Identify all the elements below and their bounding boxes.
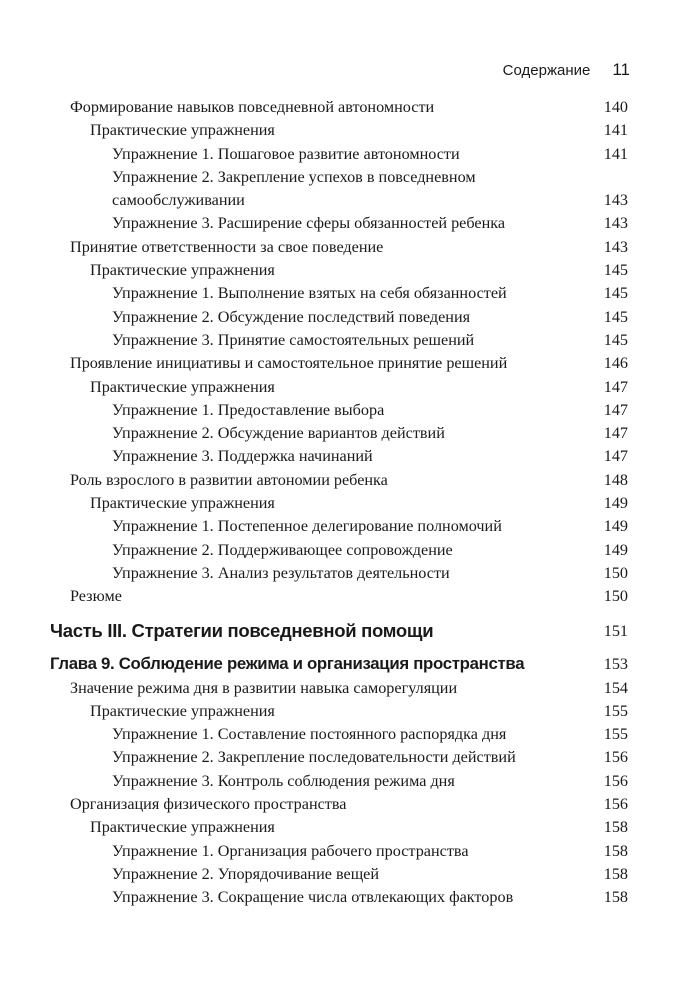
toc-subsection-entry — [50, 259, 628, 282]
toc-entry-page: 150 — [603, 587, 628, 606]
toc-entry-title: Упражнение 3. Поддержка начинаний — [112, 447, 373, 466]
toc-entry-page: 158 — [603, 864, 628, 883]
toc-entry-title: Упражнение 2. Поддерживающее сопровождение — [112, 540, 453, 559]
toc-entry-page: 143 — [603, 237, 628, 256]
toc-exercise-entry — [50, 282, 628, 305]
toc-entry-title: Упражнение 3. Принятие самостоятельных решений — [112, 330, 475, 349]
toc-entry-page: 155 — [603, 701, 628, 720]
toc-exercise-entry — [50, 746, 628, 769]
toc-section-entry — [50, 793, 628, 816]
toc-entry-page: 154 — [603, 678, 628, 697]
running-header — [503, 60, 630, 80]
toc-entry-page: 156 — [603, 748, 628, 767]
toc-exercise-entry — [50, 840, 628, 863]
toc-entry-page: 147 — [603, 400, 628, 419]
toc-section-entry — [50, 236, 628, 259]
toc-entry-title: Упражнение 1. Организация рабочего пространства — [112, 841, 469, 860]
toc-entry-title: Упражнение 3. Анализ результатов деятельности — [112, 563, 450, 582]
toc-entry-title: Роль взрослого в развитии автономии ребенка — [70, 470, 388, 489]
toc-entry-page: 143 — [603, 214, 628, 233]
toc-entry-page: 147 — [603, 447, 628, 466]
toc-section-entry — [50, 96, 628, 119]
toc-entry-page: 145 — [603, 330, 628, 349]
toc-entry-page: 156 — [603, 795, 628, 814]
toc-entry-page: 143 — [603, 191, 628, 210]
toc-entry-title: Упражнение 2. Обсуждение последствий поведения — [112, 307, 471, 326]
toc-exercise-entry — [50, 539, 628, 562]
toc-entry-page: 148 — [603, 470, 628, 489]
toc-entry-title: Практические упражнения — [90, 701, 275, 720]
toc-exercise-entry — [50, 515, 628, 538]
toc-entry-title: Упражнение 2. Обсуждение вариантов действий — [112, 424, 445, 443]
toc-entry-page: 155 — [603, 725, 628, 744]
toc-entry-title: Часть III. Стратегии повседневной помощи — [50, 619, 434, 641]
toc-exercise-entry — [50, 329, 628, 352]
toc-section-entry — [50, 352, 628, 375]
toc-entry-page: 149 — [603, 517, 628, 536]
toc-entry-title: Упражнение 3. Сокращение числа отвлекающих факторов — [112, 888, 514, 907]
toc-entry-page: 146 — [603, 354, 628, 373]
toc-subsection-entry — [50, 492, 628, 515]
toc-exercise-entry — [50, 166, 628, 213]
toc-entry-page: 158 — [603, 841, 628, 860]
running-header-section: Содержание — [502, 62, 591, 79]
toc-entry-title: Глава 9. Соблюдение режима и организация пространства — [50, 653, 525, 673]
toc-entry-title: Практические упражнения — [90, 121, 275, 140]
toc-section-entry — [50, 677, 628, 700]
toc-entry-title: Практические упражнения — [90, 377, 275, 396]
toc-exercise-entry — [50, 863, 628, 886]
toc-subsection-entry — [50, 119, 628, 142]
toc-entry-title: Упражнение 2. Упорядочивание вещей — [112, 864, 380, 883]
toc-section-entry — [50, 469, 628, 492]
toc-entry-title: Практические упражнения — [90, 261, 275, 280]
toc-exercise-entry — [50, 562, 628, 585]
toc-subsection-entry — [50, 700, 628, 723]
toc-entry-title: Практические упражнения — [90, 494, 275, 513]
toc-exercise-entry — [50, 143, 628, 166]
toc-entry-title: Упражнение 2. Закрепление последовательности действий — [112, 748, 516, 767]
toc-entry-title: Организация физического пространства — [70, 795, 347, 814]
toc-entry-title: Упражнение 3. Расширение сферы обязанностей ребенка — [112, 214, 506, 233]
toc-entry-page: 145 — [603, 261, 628, 280]
table-of-contents — [50, 96, 628, 910]
toc-entry-title: Проявление инициативы и самостоятельное принятие решений — [70, 354, 508, 373]
toc-entry-page: 149 — [603, 540, 628, 559]
toc-entry-title: Значение режима дня в развитии навыка саморегуляции — [70, 678, 458, 697]
toc-subsection-entry — [50, 816, 628, 839]
toc-exercise-entry — [50, 770, 628, 793]
toc-exercise-entry — [50, 399, 628, 422]
page-number: 11 — [612, 60, 630, 79]
toc-entry-page: 158 — [603, 818, 628, 837]
toc-entry-title: Упражнение 1. Предоставление выбора — [112, 400, 385, 419]
toc-entry-title: Упражнение 1. Выполнение взятых на себя обязанностей — [112, 284, 507, 303]
toc-entry-page: 156 — [603, 771, 628, 790]
toc-exercise-entry — [50, 723, 628, 746]
toc-entry-title: Практические упражнения — [90, 818, 275, 837]
toc-entry-title: Формирование навыков повседневной автономности — [70, 98, 435, 116]
toc-exercise-entry — [50, 422, 628, 445]
toc-exercise-entry — [50, 212, 628, 235]
toc-exercise-entry — [50, 886, 628, 909]
toc-entry-page: 145 — [603, 284, 628, 303]
toc-entry-page: 145 — [603, 307, 628, 326]
toc-entry-page: 158 — [603, 888, 628, 907]
toc-entry-title: Упражнение 1. Составление постоянного распорядка дня — [112, 725, 507, 744]
toc-entry-page: 149 — [603, 494, 628, 513]
toc-entry-page: 151 — [603, 621, 628, 640]
toc-entry-page: 140 — [603, 98, 628, 116]
toc-entry-title: Упражнение 3. Контроль соблюдения режима дня — [112, 771, 455, 790]
toc-section-entry — [50, 585, 628, 608]
toc-exercise-entry — [50, 306, 628, 329]
toc-chapter-entry — [50, 651, 628, 677]
toc-entry-title: Упражнение 2. Закрепление успехов в повседневном самообслуживании — [112, 167, 476, 210]
toc-entry-page: 150 — [603, 563, 628, 582]
toc-subsection-entry — [50, 376, 628, 399]
toc-exercise-entry — [50, 445, 628, 468]
toc-entry-page: 153 — [603, 654, 628, 673]
toc-part-entry — [50, 617, 628, 645]
toc-entry-title: Резюме — [70, 587, 122, 606]
toc-entry-title: Принятие ответственности за свое поведение — [70, 237, 384, 256]
toc-entry-page: 147 — [603, 377, 628, 396]
toc-entry-page: 147 — [603, 424, 628, 443]
toc-entry-page: 141 — [603, 144, 628, 163]
toc-entry-title: Упражнение 1. Постепенное делегирование полномочий — [112, 517, 502, 536]
toc-entry-title: Упражнение 1. Пошаговое развитие автономности — [112, 144, 460, 163]
toc-entry-page: 141 — [603, 121, 628, 140]
